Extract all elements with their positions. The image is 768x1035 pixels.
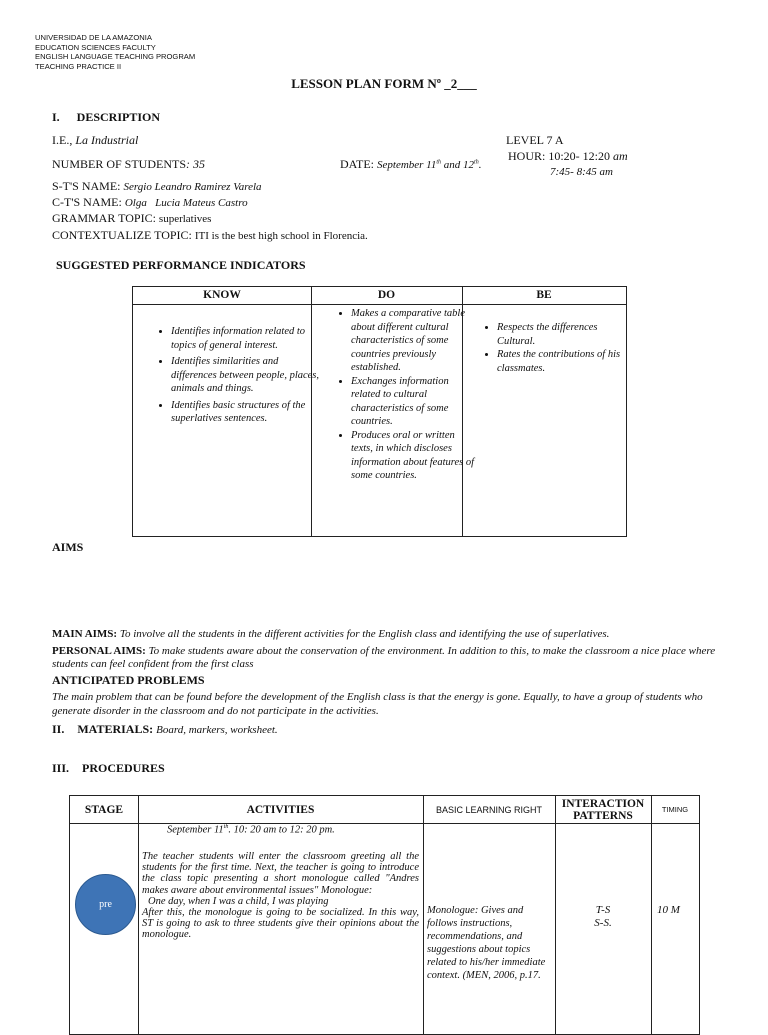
sts-value: Sergio Leandro Ramirez Varela xyxy=(123,181,262,193)
interaction-pattern: S-S. xyxy=(594,917,612,929)
hour-line xyxy=(508,149,628,164)
list-item: • Identifies basic structures of the superlatives sentences. xyxy=(171,399,321,426)
list-item: • Identifies similarities and differences between people, places, animals and things. xyxy=(171,355,321,396)
materials-label: MATERIALS: xyxy=(77,722,154,736)
context-label: CONTEXTUALIZE TOPIC: xyxy=(52,228,192,242)
col-header-do: DO xyxy=(377,289,396,301)
row-divider xyxy=(70,823,699,824)
col-header-basic-learning-right: BASIC LEARNING RIGHT xyxy=(435,804,543,815)
list-item: • Produces oral or written texts, in which discloses information about features of some countries. xyxy=(351,429,476,483)
personal-aims-text: To make students aware about the conservation of the environment. In addition to this, to make the classroom a nice place where students can feel confident from the first class xyxy=(52,645,716,670)
procedures-heading xyxy=(52,761,165,776)
col-header-know: KNOW xyxy=(203,289,241,301)
date-suffix: th xyxy=(474,159,479,166)
header-line: EDUCATION SCIENCES FACULTY xyxy=(35,42,156,52)
section-title: PROCEDURES xyxy=(82,761,165,775)
know-list xyxy=(153,325,321,426)
col-header-interaction-patterns: INTERACTION PATTERNS xyxy=(561,797,645,822)
activities-cell xyxy=(142,851,419,941)
context-value: ITI is the best high school in Florencia. xyxy=(194,230,368,242)
section-number: III. xyxy=(52,761,70,775)
ie-value: La Industrial xyxy=(75,133,139,147)
hour-unit: am xyxy=(613,149,628,163)
interaction-pattern: T-S xyxy=(595,904,611,916)
context-line xyxy=(52,228,368,243)
stage-badge: pre xyxy=(75,874,136,935)
header-line: UNIVERSIDAD DE LA AMAZONIA xyxy=(35,33,152,42)
ie-line xyxy=(52,133,138,148)
students-line xyxy=(52,157,205,172)
activity-text: The teacher students will enter the classroom greeting all the students for the first time. Next, the teacher is going to introduce the class topic presenting a short monologue called "Andres makes aware about environmental issues" Monologue: xyxy=(142,851,419,896)
problems-heading: ANTICIPATED PROBLEMS xyxy=(52,673,205,687)
procedures-table xyxy=(69,795,700,1035)
activity-date xyxy=(167,824,335,836)
list-item: • Makes a comparative table about different cultural characteristics of some countries previously established. xyxy=(351,307,476,375)
interaction-cell xyxy=(555,904,651,930)
level-text: LEVEL 7 A xyxy=(506,133,564,147)
personal-aims-label: PERSONAL AIMS: xyxy=(52,645,146,657)
date-line xyxy=(340,157,481,172)
grammar-value: superlatives xyxy=(158,213,212,225)
col-header-stage: STAGE xyxy=(84,803,124,816)
column-divider xyxy=(423,796,424,1034)
section-number: II. xyxy=(52,722,65,736)
list-item: • Identifies information related to topics of general interest. xyxy=(171,325,321,352)
col-header-timing: TIMING xyxy=(661,804,689,814)
basic-learning-right-cell: Monologue: Gives and follows instructions, recommendations, and suggestions about topics related to his/her immediate context. (MEN, 2006, p.17. xyxy=(427,905,546,981)
cts-value: Olga Lucia Mateus Castro xyxy=(124,197,248,209)
materials-line xyxy=(52,722,278,737)
activity-date-text: . 10: 20 am to 12: 20 pm. xyxy=(228,824,335,836)
students-value: : 35 xyxy=(186,157,206,171)
header-line: ENGLISH LANGUAGE TEACHING PROGRAM xyxy=(35,52,196,61)
col-header-be: BE xyxy=(536,289,552,301)
main-aims xyxy=(52,628,732,641)
monologue-text: One day, when I was a child, I was playing xyxy=(148,895,329,907)
cts-label: C-T'S NAME: xyxy=(52,195,122,209)
ie-label: I.E., xyxy=(52,133,73,147)
list-item: • Rates the contributions of his classmates. xyxy=(497,348,637,375)
date-suffix: th xyxy=(223,824,229,830)
hour-label: HOUR: xyxy=(508,149,546,163)
sts-label: S-T'S NAME: xyxy=(52,179,121,193)
date-value: September 11 xyxy=(377,159,437,171)
materials-text: Board, markers, worksheet. xyxy=(156,724,278,736)
sts-line xyxy=(52,179,262,194)
date-suffix: th xyxy=(436,159,442,166)
document-title: LESSON PLAN FORM Nº _2___ xyxy=(291,76,477,91)
aims-heading: AIMS xyxy=(52,540,84,554)
main-aims-label: MAIN AIMS: xyxy=(52,628,118,640)
header-line: TEACHING PRACTICE II xyxy=(35,61,122,71)
cts-line xyxy=(52,195,248,210)
timing-cell: 10 M xyxy=(657,904,680,916)
do-list xyxy=(333,307,476,483)
column-divider xyxy=(138,796,139,1034)
grammar-label: GRAMMAR TOPIC: xyxy=(52,211,156,225)
date-value: . xyxy=(478,159,482,171)
personal-aims xyxy=(52,645,720,671)
main-aims-text: To involve all the students in the different activities for the English class and identifying the use of superlatives. xyxy=(119,628,610,640)
list-item: • Exchanges information related to cultural characteristics of some countries. xyxy=(351,375,476,429)
indicators-table xyxy=(132,286,627,537)
indicators-heading: SUGGESTED PERFORMANCE INDICATORS xyxy=(56,258,306,272)
date-label: DATE: xyxy=(340,157,374,171)
activity-text: After this, the monologue is going to be socialized. In this way, ST is going to ask to three students give their opinions about the monologue. xyxy=(142,907,419,941)
hour-value: 10:20- 12:20 xyxy=(548,149,611,163)
section-description-heading xyxy=(52,110,160,125)
institution-header xyxy=(35,33,195,71)
grammar-line xyxy=(52,211,211,226)
list-item: • Respects the differences Cultural. xyxy=(497,321,637,348)
students-label: NUMBER OF STUDENTS xyxy=(52,157,187,171)
activity-date-text: September 11 xyxy=(167,824,224,836)
section-title: DESCRIPTION xyxy=(76,110,161,124)
section-number: I. xyxy=(52,110,60,124)
col-header-activities: ACTIVITIES xyxy=(246,803,315,816)
date-value: and 12 xyxy=(441,159,475,171)
hour-value-2: 7:45- 8:45 am xyxy=(550,166,613,178)
be-list xyxy=(479,321,637,375)
problems-text: The main problem that can be found before the development of the English class is that the energy is gone. Equally, to have a group of students who generate disorder in the classroom and do not participate in the activities. xyxy=(52,691,703,717)
column-divider xyxy=(651,796,652,1034)
